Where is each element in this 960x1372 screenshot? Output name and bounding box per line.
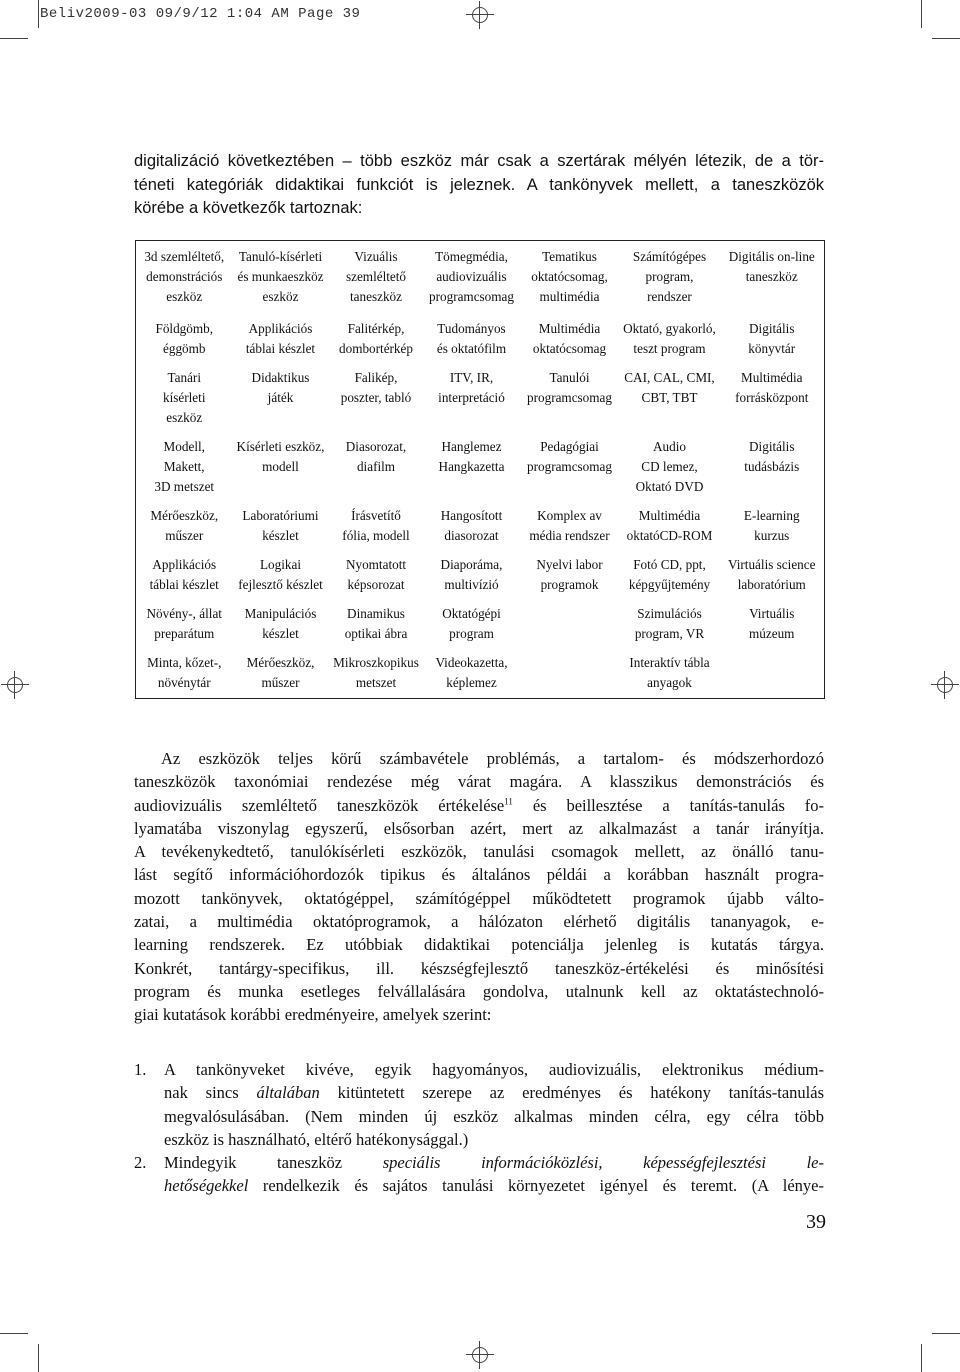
list-item-text: rendelkezik és sajátos tanulási környezetet igényel és teremt. (A lénye- [248, 1176, 824, 1196]
intro-paragraph [134, 150, 824, 221]
table-row [136, 433, 825, 502]
body-line: A tevékenykedtető, tanulókísérleti eszközök, tanulási csomagok mellett, az önálló tanu- [134, 842, 824, 862]
table-cell: Földgömb, éggömb [155, 321, 214, 356]
body-line-with-footnote [134, 794, 824, 817]
list-item-number: 1. [134, 1060, 147, 1079]
table-cell: Tanári kísérleti eszköz [163, 370, 206, 425]
table-header-cell: Digitális on-line taneszköz [728, 249, 815, 284]
table-cell: Diasorozat, diafilm [345, 439, 407, 474]
numbered-list [134, 1058, 824, 1198]
list-item-text: Mindegyik taneszköz [164, 1153, 383, 1173]
table-cell: Mikroszkopikus metszet [333, 655, 419, 690]
body-line: taneszközök taxonómiai rendezése még várat magára. A klasszikus demonstrációs és [134, 772, 824, 792]
page-number: 39 [806, 1211, 826, 1233]
table-row [136, 364, 825, 433]
table-cell: Dinamikus optikai ábra [344, 606, 408, 641]
body-line: mozott tankönyvek, oktatógéppel, számítógéppel működtetett programok újabb válto- [134, 888, 824, 908]
body-line: lást segítő információhordozók tipikus és általános példái a korábban használt progra- [134, 865, 824, 885]
table-cell: Applikációs táblai készlet [149, 557, 219, 592]
list-item-number: 2. [134, 1153, 147, 1173]
footnote-reference[interactable]: 11 [504, 796, 513, 807]
table-cell: Audio CD lemez, Oktató DVD [635, 439, 704, 494]
body-line: zatai, a multimédia oktatóprogramok, a hálózaton elérhető digitális tananyagok, e- [134, 912, 824, 932]
table-cell [520, 600, 620, 649]
body-line-text: audiovizuális szemléltető taneszközök értékelése [134, 795, 505, 815]
table-cell: Laboratóriumi készlet [242, 508, 319, 543]
crop-mark-bottom-left-h [0, 1333, 28, 1334]
table-cell [720, 649, 825, 699]
table-cell: Multimédia forrásközpont [735, 370, 809, 405]
crop-mark-top-left-h [0, 38, 28, 39]
registration-mark-bottom-icon [468, 1343, 492, 1367]
table-row [136, 600, 825, 649]
table-cell: Videokazetta, képlemez [435, 655, 508, 690]
table-cell [520, 649, 620, 699]
list-item-line: megvalósulásában. (Nem minden új eszköz alkalmas minden célra, egy célra több [164, 1106, 824, 1126]
table-cell: Virtuális science laboratórium [728, 557, 816, 592]
table-header-cell: Számítógépes program, rendszer [632, 249, 707, 304]
table-row [136, 551, 825, 600]
table-header-cell: 3d szemléltető, demonstrációs eszköz [144, 249, 225, 304]
table-cell: Mérőeszköz, műszer [246, 655, 315, 690]
table-header-cell: Vizuális szemléltető taneszköz [345, 249, 407, 304]
list-item-line [164, 1081, 824, 1104]
intro-line: körébe a következők tartoznak: [134, 199, 363, 217]
table-cell: Multimédia oktatóCD-ROM [626, 508, 713, 543]
registration-mark-top-icon [468, 3, 492, 27]
crop-mark-top-right-h [932, 38, 960, 39]
table-cell: Oktató, gyakorló, teszt program [623, 321, 716, 356]
table-cell: Logikai fejlesztő készlet [238, 557, 323, 592]
table-cell: Didaktikus játék [251, 370, 310, 405]
table-row [136, 315, 825, 364]
body-line-text: és beillesztése a tanítás-tanulás fo- [512, 795, 824, 815]
table-cell: Nyomtatott képsorozat [345, 557, 407, 592]
table-cell: Modell, Makett, 3D metszet [154, 439, 215, 494]
print-slug: Beliv2009-03 09/9/12 1:04 AM Page 39 [40, 6, 361, 22]
list-item-emphasis: hetőségekkel [164, 1176, 249, 1196]
table-header-cell: Tanuló-kísérleti és munkaeszköz eszköz [237, 249, 324, 304]
body-line: Konkrét, tantárgy-specifikus, ill. készségfejlesztő taneszköz-értékelési és minősítési [134, 958, 824, 978]
crop-mark-bottom-right-v [921, 1344, 922, 1372]
table-cell: Digitális tudásbázis [744, 439, 800, 474]
body-line: Az eszközök teljes körű számbavétele problémás, a tartalom- és módszerhordozó [161, 749, 824, 768]
list-item-line [164, 1174, 824, 1197]
table-cell: Multimédia oktatócsomag [532, 321, 607, 356]
table-cell: Falitérkép, dombortérkép [339, 321, 413, 356]
crop-mark-top-right-v [921, 0, 922, 28]
list-item-emphasis: általában [256, 1083, 320, 1103]
table-cell: Interaktív tábla anyagok [629, 655, 710, 690]
table-cell: Mérőeszköz, műszer [150, 508, 219, 543]
list-item-emphasis: speciális információközlési, képességfejlesztési le- [382, 1153, 824, 1173]
intro-line: digitalizáció következtében – több eszköz már csak a szertárak mélyén létezik, de a tör- [134, 152, 824, 170]
table-cell: Fotó CD, ppt, képgyűjtemény [628, 557, 711, 592]
table-header-cell: Tematikus oktatócsomag, multimédia [531, 249, 608, 304]
table-cell: Oktatógépi program [442, 606, 501, 641]
list-item-line: A tankönyveket kivéve, egyik hagyományos, audiovizuális, elektronikus médium- [164, 1060, 824, 1079]
table-cell: ITV, IR, interpretáció [438, 370, 505, 405]
table-cell: Tanulói programcsomag [527, 370, 612, 405]
crop-mark-bottom-right-h [932, 1333, 960, 1334]
table-row [136, 649, 825, 699]
body-line: learning rendszerek. Ez utóbbiak didaktikai potenciálja jelenleg is kutatás tárgya. [134, 935, 824, 955]
table-cell: CAI, CAL, CMI, CBT, TBT [624, 370, 715, 405]
table-cell: Szimulációs program, VR [634, 606, 705, 641]
table-cell: Hanglemez Hangkazetta [438, 439, 505, 474]
list-item-line: eszköz is használható, eltérő hatékonysággal.) [164, 1129, 469, 1149]
crop-mark-bottom-left-v [38, 1344, 39, 1372]
list-item-text: kitüntetett szerepe az eredményes és hatékony tanítás-tanulás [319, 1083, 824, 1103]
table-header-cell: Tömegmédia, audiovizuális programcsomag [429, 249, 514, 304]
body-line: program és munka esetleges felvállalására gondolva, utalnunk kell az oktatástechnoló- [134, 981, 824, 1001]
list-item [134, 1151, 824, 1198]
body-paragraph [134, 747, 824, 1027]
table-cell: Kísérleti eszköz, modell [236, 439, 325, 474]
table-cell: Digitális könyvtár [748, 321, 796, 356]
table-cell: Minta, kőzet-, növénytár [147, 655, 222, 690]
list-item-text: nak sincs [164, 1083, 257, 1103]
table-row [136, 502, 825, 551]
taneszkoz-taxonomy-table [135, 240, 825, 699]
table-cell: Manipulációs készlet [244, 606, 317, 641]
table-cell: Applikációs táblai készlet [245, 321, 316, 356]
table-cell: Nyelvi labor programok [536, 557, 603, 592]
body-line: giai kutatások korábbi eredményeire, amelyek szerint: [134, 1005, 492, 1025]
table-cell: Növény-, állat preparátum [146, 606, 222, 641]
table-cell: Virtuális múzeum [749, 606, 795, 641]
table-cell: Írásvetítő fólia, modell [342, 508, 410, 543]
table-cell: Diaporáma, multivízió [440, 557, 503, 592]
intro-line: téneti kategóriák didaktikai funkciót is jeleznek. A tankönyvek mellett, a taneszközök [134, 175, 824, 194]
table-cell: Pedagógiai programcsomag [527, 439, 612, 474]
list-item [134, 1058, 824, 1151]
crop-mark-top-left-v [38, 0, 39, 28]
table-cell: Hangosított diasorozat [440, 508, 503, 543]
table-cell: E-learning kurzus [743, 508, 800, 543]
table-cell: Falikép, poszter, tabló [340, 370, 412, 405]
table-cell: Komplex av média rendszer [529, 508, 610, 543]
registration-mark-left-icon [3, 673, 27, 697]
registration-mark-right-icon [933, 673, 957, 697]
table-cell: Tudományos és oktatófilm [436, 321, 507, 356]
list-item-line [164, 1151, 824, 1174]
body-line: lyamatába viszonylag egyszerű, elsősorban azért, mert az alkalmazást a tanár irányítja. [134, 818, 824, 838]
table-header-row [136, 241, 825, 316]
